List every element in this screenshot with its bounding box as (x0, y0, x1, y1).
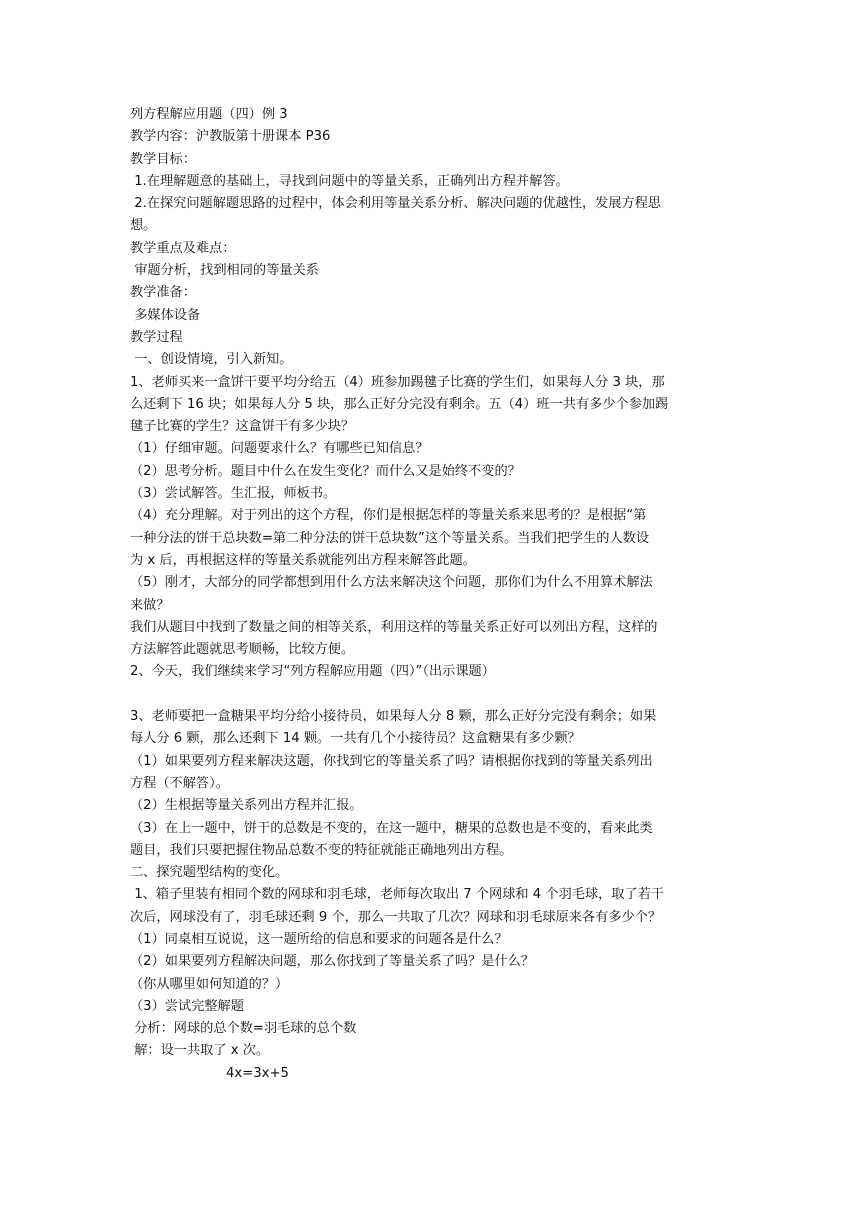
section-heading-preparation: 教学准备： (130, 285, 196, 301)
teaching-content: 教学内容：沪教版第十册课本 P36 (130, 129, 331, 145)
problem-3-line-1: 3、老师要把一盒糖果平均分给小接待员，如果每人分 8 颗，那么正好分完没有剩余；如果 (130, 709, 657, 725)
p3-step-3-line-2: 题目，我们只要把握住物品总数不变的特征就能正确地列出方程。 (130, 842, 513, 858)
preparation-text: 多媒体设备 (130, 307, 201, 323)
step-5-line-1: （5）刚才，大部分的同学都想到用什么方法来解决这个问题，那你们为什么不用算术解法 (130, 575, 653, 591)
part-2-step-2: （2）如果要列方程解决问题，那么你找到了等量关系了吗？是什么？ (130, 954, 535, 970)
part-2-problem-line-2: 次后，网球没有了，羽毛球还剩 9 个，那么一共取了几次？网球和羽毛球原来各有多少个？ (130, 909, 662, 925)
part-2-heading: 二、探究题型结构的变化。 (130, 865, 289, 881)
key-points-text: 审题分析，找到相同的等量关系 (130, 263, 319, 279)
step-3: （3）尝试解答。生汇报，师板书。 (130, 486, 337, 502)
step-4-line-1: （4）充分理解。对于列出的这个方程，你们是根据怎样的等量关系来思考的？是根据“第 (130, 508, 647, 524)
section-heading-process: 教学过程 (130, 329, 183, 345)
problem-2-line: 2、今天，我们继续来学习“列方程解应用题（四）”（出示课题） (130, 664, 495, 680)
problem-1-line-2: 么还剩下 16 块；如果每人分 5 块，那么正好分完没有剩余。五（4）班一共有多少个参加踢 (130, 396, 669, 412)
problem-1-line-1: 1、老师买来一盒饼干要平均分给五（4）班参加踢毽子比赛的学生们，如果每人分 3 块，那 (130, 374, 665, 390)
p3-step-3-line-1: （3）在上一题中，饼干的总数是不变的，在这一题中，糖果的总数也是不变的，看来此类 (130, 820, 653, 836)
section-heading-objectives: 教学目标： (130, 151, 196, 167)
p3-step-1-line-2: 方程（不解答）。 (130, 775, 229, 791)
summary-line-1: 我们从题目中找到了数量之间的相等关系，利用这样的等量关系正好可以列出方程，这样的 (130, 619, 658, 635)
solution-line: 解：设一共取了 x 次。 (130, 1043, 270, 1059)
part-2-step-3: （3）尝试完整解题 (130, 998, 244, 1014)
step-1: （1）仔细审题。问题要求什么？有哪些已知信息？ (130, 441, 429, 457)
step-4-line-3: 为 x 后，再根据这样的等量关系就能列出方程来解答此题。 (130, 552, 476, 568)
document-body (130, 104, 730, 1085)
step-4-line-2: 一种分法的饼干总块数=第二种分法的饼干总块数”这个等量关系。当我们把学生的人数设 (130, 530, 650, 546)
p3-step-1-line-1: （1）如果要列方程来解决这题，你找到它的等量关系了吗？请根据你找到的等量关系列出 (130, 753, 653, 769)
part-2-step-1: （1）同桌相互说说，这一题所给的信息和要求的问题各是什么？ (130, 931, 508, 947)
part-2-problem-line-1: 1、箱子里装有相同个数的网球和羽毛球，老师每次取出 7 个网球和 4 个羽毛球，取了若干 (130, 887, 665, 903)
p3-step-2: （2）生根据等量关系列出方程并汇报。 (130, 798, 363, 814)
analysis-line: 分析：网球的总个数=羽毛球的总个数 (130, 1021, 357, 1037)
objective-1: 1.在理解题意的基础上，寻找到问题中的等量关系，正确列出方程并解答。 (130, 173, 569, 189)
lesson-title: 列方程解应用题（四）例 3 (130, 107, 288, 122)
equation: 4x=3x+5 (226, 1065, 289, 1081)
part-1-heading: 一、创设情境，引入新知。 (130, 352, 293, 368)
summary-line-2: 方法解答此题就思考顺畅，比较方便。 (130, 642, 355, 658)
problem-1-line-3: 毽子比赛的学生？这盒饼干有多少块？ (130, 419, 355, 435)
blank-line (130, 684, 730, 706)
objective-2-cont: 想。 (130, 218, 157, 234)
objective-2: 2.在探究问题解题思路的过程中，体会利用等量关系分析、解决问题的优越性，发展方程思 (130, 196, 662, 212)
step-2: （2）思考分析。题目中什么在发生变化？而什么又是始终不变的？ (130, 463, 521, 479)
problem-3-line-2: 每人分 6 颗，那么还剩下 14 颗。一共有几个小接待员？这盒糖果有多少颗？ (130, 731, 581, 747)
part-2-step-2-note: （你从哪里如何知道的？） (130, 976, 289, 992)
step-5-line-2: 来做？ (130, 597, 170, 613)
section-heading-key-points: 教学重点及难点： (130, 240, 236, 256)
